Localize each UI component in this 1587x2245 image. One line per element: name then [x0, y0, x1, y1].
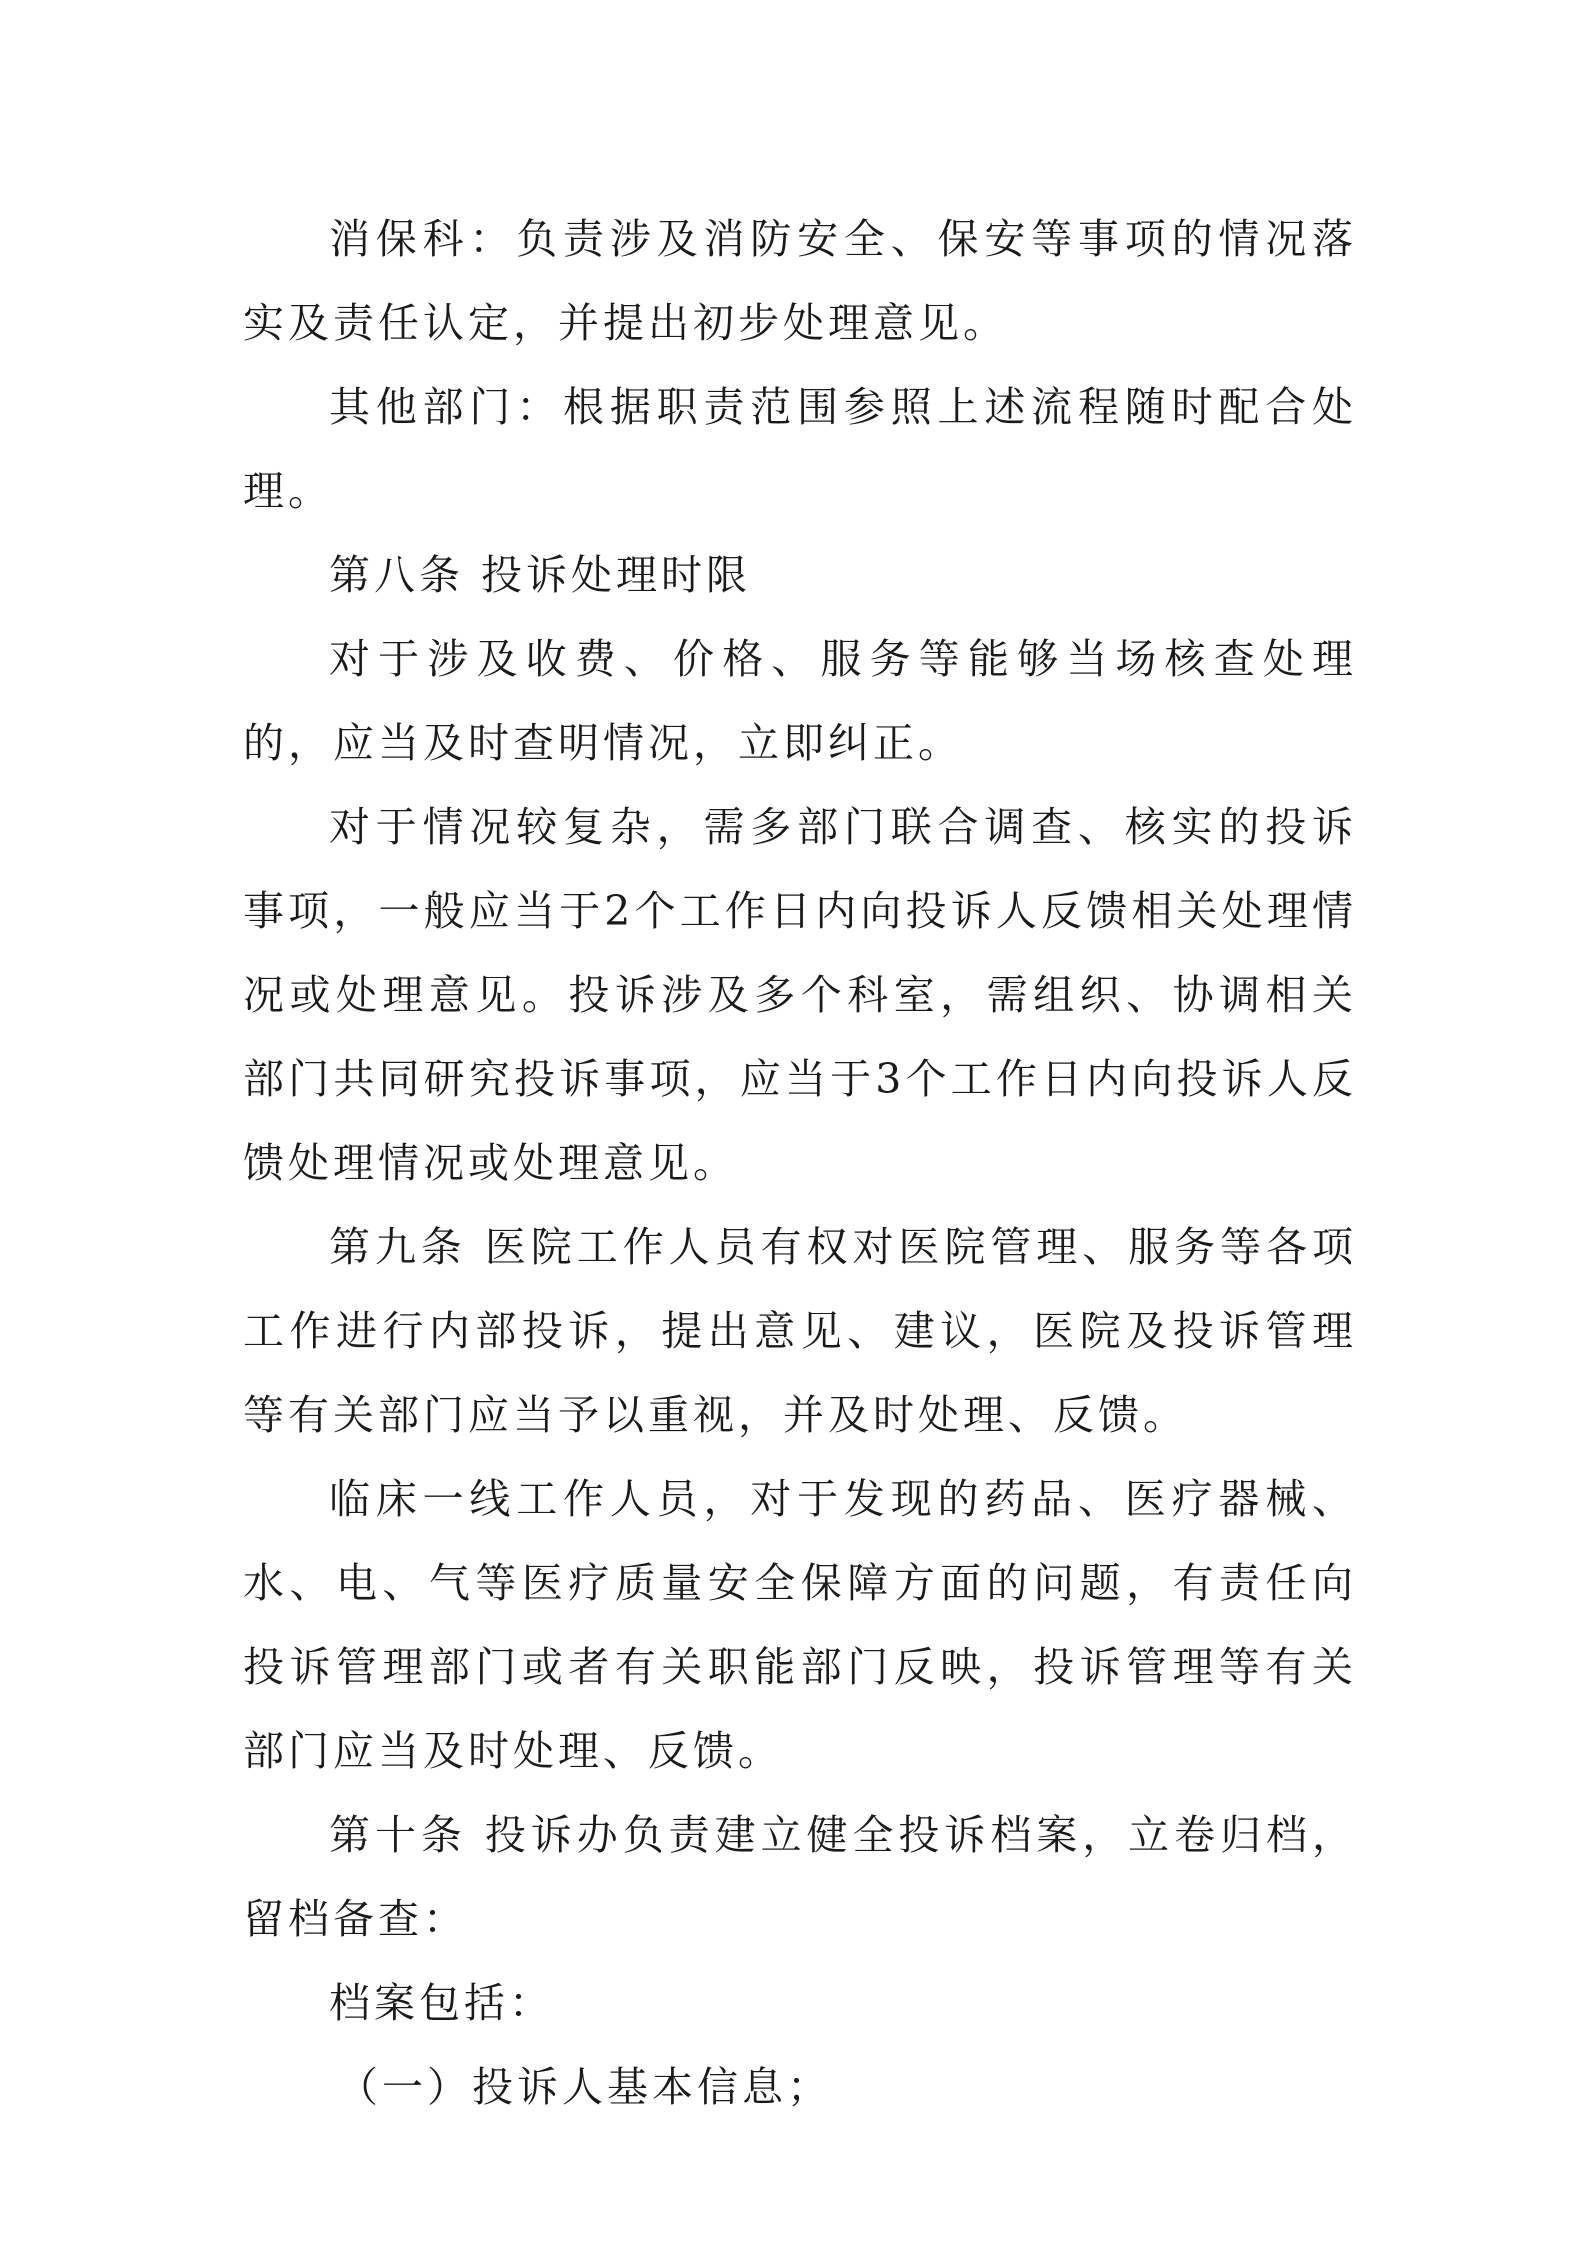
article-8-heading: 第八条 投诉处理时限: [329, 551, 752, 599]
paragraph-on-site-handling: 对于涉及收费、价格、服务等能够当场核查处理的，应当及时查明情况，立即纠正。: [243, 635, 1357, 767]
paragraph-other-departments: 其他部门：根据职责范围参照上述流程随时配合处理。: [243, 383, 1357, 515]
article-10-paragraph: 第十条 投诉办负责建立健全投诉档案，立卷归档，留档备查：: [243, 1811, 1357, 1943]
list-item-1: （一）投诉人基本信息；: [337, 2063, 832, 2111]
article-9-paragraph: 第九条 医院工作人员有权对医院管理、服务等各项工作进行内部投诉，提出意见、建议，医院及投诉管理等有关部门应当予以重视，并及时处理、反馈。: [243, 1223, 1357, 1439]
paragraph-xiaobaoke: 消保科：负责涉及消防安全、保安等事项的情况落实及责任认定，并提出初步处理意见。: [243, 215, 1357, 347]
document-body: [243, 197, 1357, 2129]
paragraph-frontline-staff: 临床一线工作人员，对于发现的药品、医疗器械、水、电、气等医疗质量安全保障方面的问题，有责任向投诉管理部门或者有关职能部门反映，投诉管理等有关部门应当及时处理、反馈。: [243, 1475, 1357, 1775]
paragraph-complex-complaints: 对于情况较复杂，需多部门联合调查、核实的投诉事项，一般应当于2个工作日内向投诉人反馈相关处理情况或处理意见。投诉涉及多个科室，需组织、协调相关部门共同研究投诉事项，应当于3个工作日内向投诉人反馈处理情况或处理意见。: [243, 803, 1357, 1187]
paragraph-archive-includes: 档案包括：: [329, 1979, 554, 2027]
